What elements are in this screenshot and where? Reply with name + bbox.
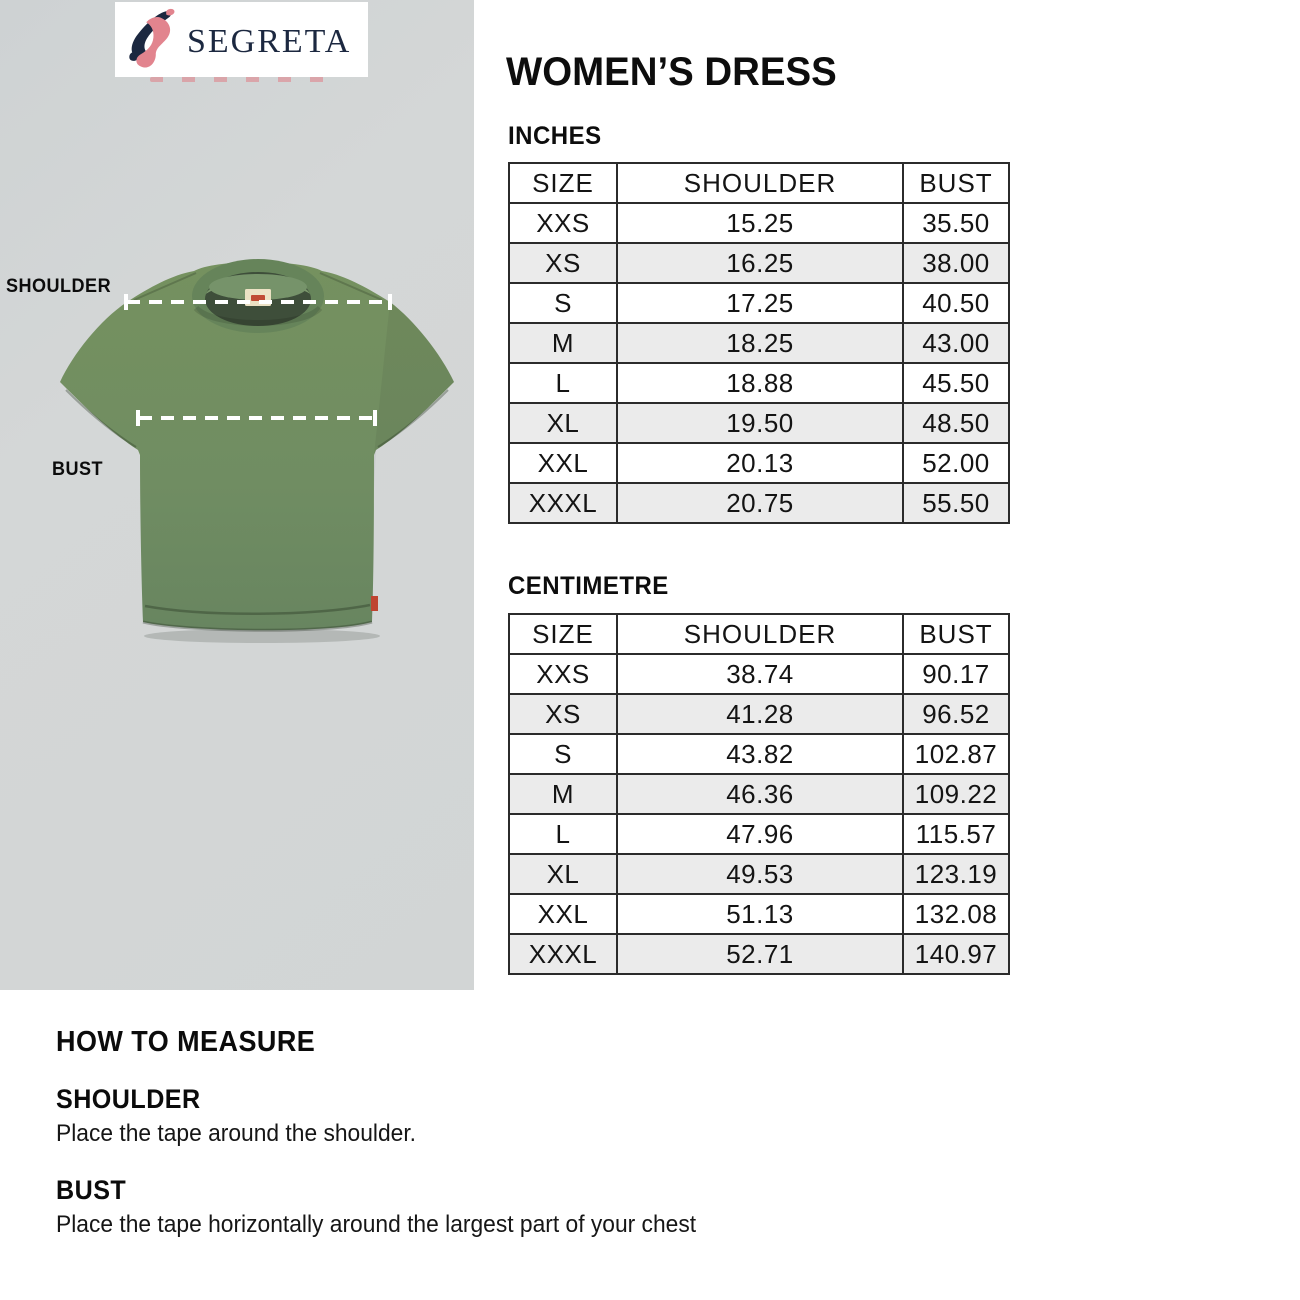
- table-row: [509, 483, 1009, 523]
- value-cell: 18.25: [617, 323, 903, 363]
- value-cell: 38.74: [617, 654, 903, 694]
- value-cell: 109.22: [903, 774, 1009, 814]
- table-row: [509, 203, 1009, 243]
- table-row: [509, 734, 1009, 774]
- value-cell: 17.25: [617, 283, 903, 323]
- size-cell: XL: [509, 403, 617, 443]
- value-cell: 47.96: [617, 814, 903, 854]
- column-header: SIZE: [509, 614, 617, 654]
- size-cell: XXXL: [509, 934, 617, 974]
- table-row: [509, 854, 1009, 894]
- size-cell: L: [509, 814, 617, 854]
- size-cell: XXL: [509, 443, 617, 483]
- size-cell: M: [509, 774, 617, 814]
- table-row: [509, 654, 1009, 694]
- size-cell: XS: [509, 694, 617, 734]
- hem-tab: [371, 596, 378, 611]
- value-cell: 19.50: [617, 403, 903, 443]
- page-title: WOMEN’S DRESS: [506, 50, 837, 94]
- value-cell: 43.00: [903, 323, 1009, 363]
- size-cell: XS: [509, 243, 617, 283]
- table-header-row: [509, 614, 1009, 654]
- value-cell: 55.50: [903, 483, 1009, 523]
- shoulder-section-text: Place the tape around the shoulder.: [56, 1120, 417, 1147]
- diagram-shoulder-label: SHOULDER: [6, 276, 112, 297]
- column-header: SHOULDER: [617, 614, 903, 654]
- brand-logo: [115, 2, 368, 77]
- value-cell: 20.13: [617, 443, 903, 483]
- table-row: [509, 283, 1009, 323]
- shoulder-section-heading: SHOULDER: [56, 1084, 201, 1114]
- table-row: [509, 774, 1009, 814]
- value-cell: 52.00: [903, 443, 1009, 483]
- size-cell: XXS: [509, 203, 617, 243]
- size-cell: L: [509, 363, 617, 403]
- bust-section-heading: BUST: [56, 1175, 127, 1205]
- value-cell: 48.50: [903, 403, 1009, 443]
- table-row: [509, 443, 1009, 483]
- size-table-inches: [508, 162, 1010, 524]
- value-cell: 123.19: [903, 854, 1009, 894]
- brand-logo-text: SEGRETA: [187, 22, 352, 60]
- size-cell: S: [509, 283, 617, 323]
- value-cell: 16.25: [617, 243, 903, 283]
- size-cell: XXXL: [509, 483, 617, 523]
- value-cell: 49.53: [617, 854, 903, 894]
- size-cell: M: [509, 323, 617, 363]
- size-cell: XXS: [509, 654, 617, 694]
- column-header: SIZE: [509, 163, 617, 203]
- size-table-centimetre: [508, 613, 1010, 975]
- tshirt-image: [0, 250, 474, 650]
- value-cell: 20.75: [617, 483, 903, 523]
- column-header: BUST: [903, 163, 1009, 203]
- logo-tagline-remnant: [150, 77, 336, 82]
- column-header: BUST: [903, 614, 1009, 654]
- bust-measure-line: [139, 416, 376, 420]
- value-cell: 40.50: [903, 283, 1009, 323]
- value-cell: 90.17: [903, 654, 1009, 694]
- table-row: [509, 814, 1009, 854]
- value-cell: 15.25: [617, 203, 903, 243]
- table-row: [509, 243, 1009, 283]
- value-cell: 45.50: [903, 363, 1009, 403]
- bust-section-text: Place the tape horizontally around the largest part of your chest: [56, 1211, 697, 1238]
- value-cell: 38.00: [903, 243, 1009, 283]
- centimetre-table-label: CENTIMETRE: [508, 572, 669, 600]
- value-cell: 96.52: [903, 694, 1009, 734]
- value-cell: 46.36: [617, 774, 903, 814]
- size-cell: XL: [509, 854, 617, 894]
- how-to-measure-title: HOW TO MEASURE: [56, 1026, 316, 1058]
- value-cell: 115.57: [903, 814, 1009, 854]
- column-header: SHOULDER: [617, 163, 903, 203]
- shoulder-measure-line: [127, 300, 391, 304]
- table-row: [509, 694, 1009, 734]
- table-row: [509, 894, 1009, 934]
- table-row: [509, 323, 1009, 363]
- value-cell: 35.50: [903, 203, 1009, 243]
- size-cell: XXL: [509, 894, 617, 934]
- table-header-row: [509, 163, 1009, 203]
- value-cell: 52.71: [617, 934, 903, 974]
- value-cell: 102.87: [903, 734, 1009, 774]
- value-cell: 41.28: [617, 694, 903, 734]
- value-cell: 43.82: [617, 734, 903, 774]
- diagram-bust-label: BUST: [52, 459, 104, 480]
- size-cell: S: [509, 734, 617, 774]
- table-row: [509, 363, 1009, 403]
- value-cell: 51.13: [617, 894, 903, 934]
- table-row: [509, 403, 1009, 443]
- value-cell: 18.88: [617, 363, 903, 403]
- brand-logo-swan-icon: [127, 7, 183, 73]
- product-photo-panel: [0, 0, 474, 990]
- value-cell: 140.97: [903, 934, 1009, 974]
- inches-table-label: INCHES: [508, 122, 602, 150]
- table-row: [509, 934, 1009, 974]
- value-cell: 132.08: [903, 894, 1009, 934]
